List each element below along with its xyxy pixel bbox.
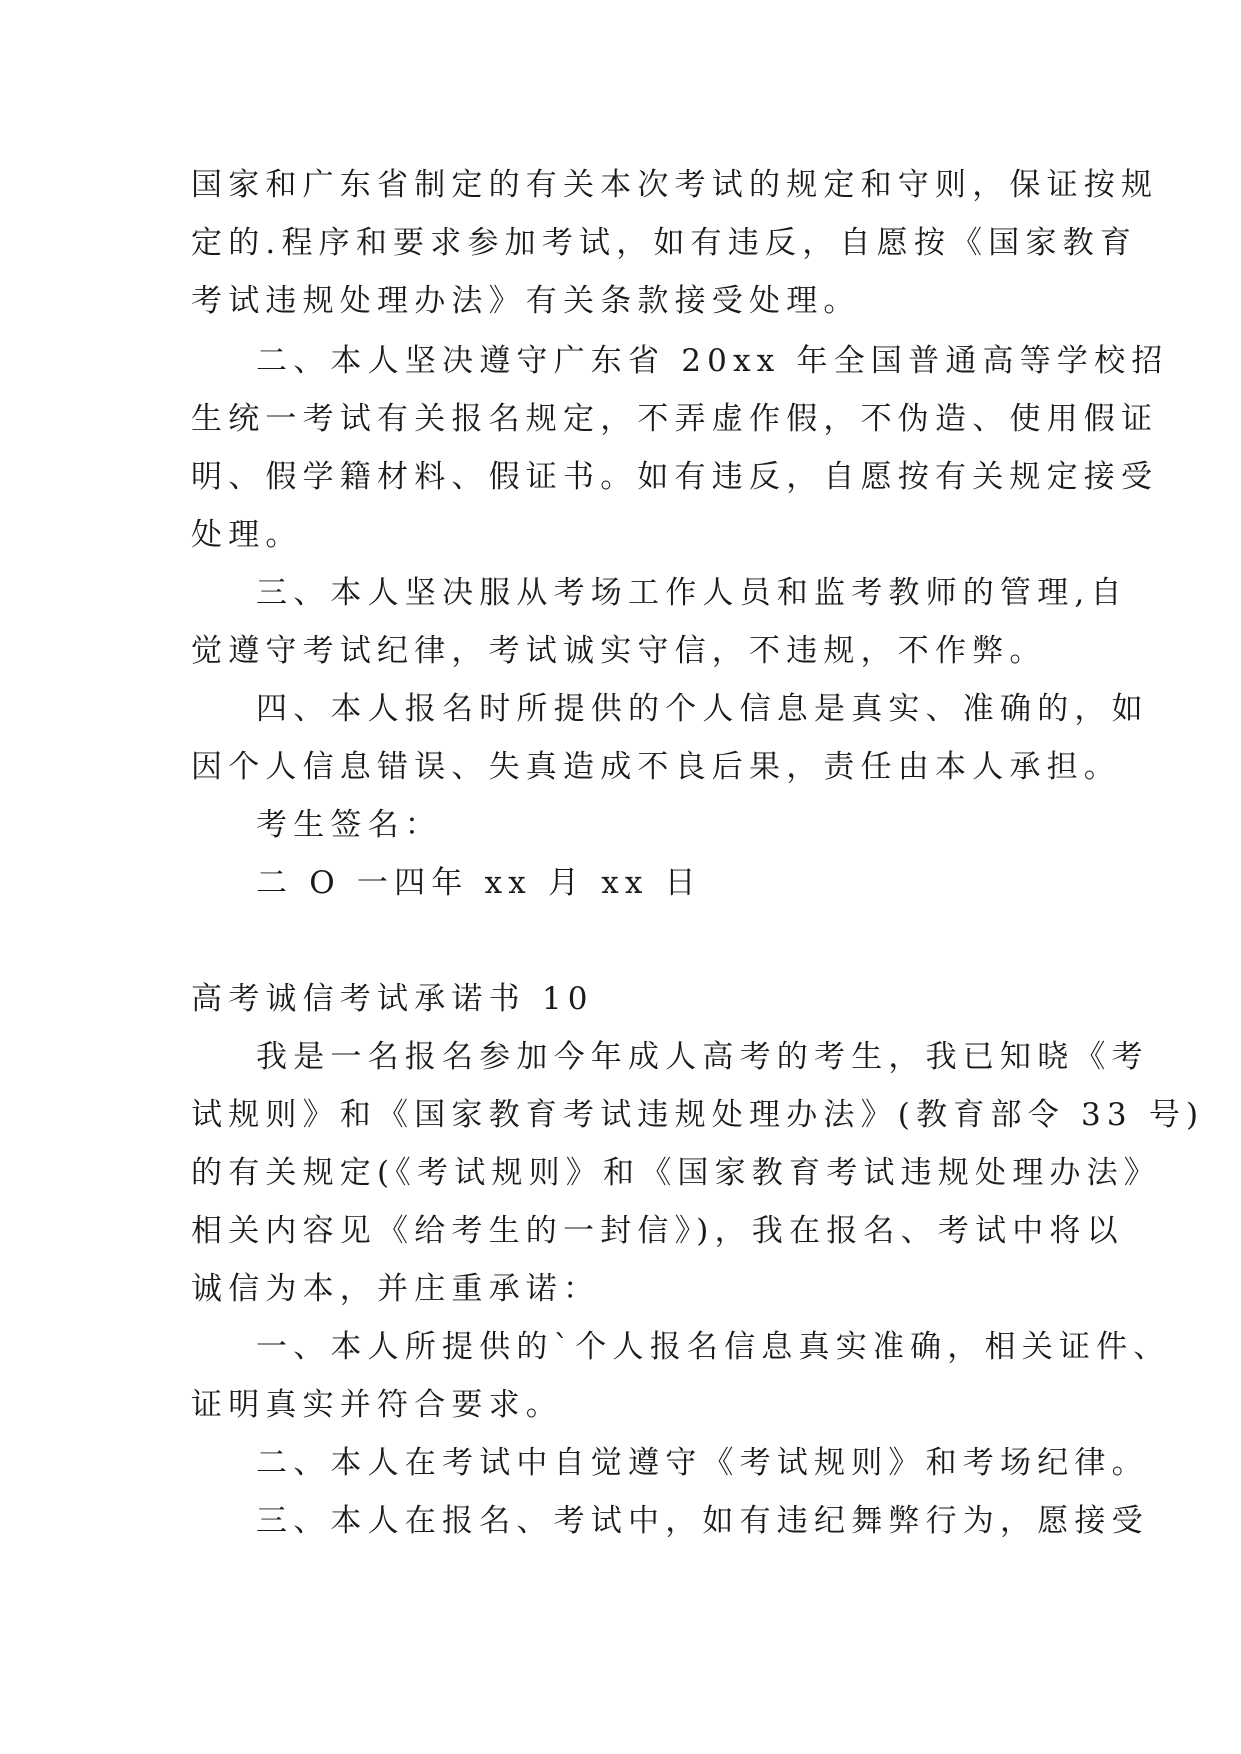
paragraph-line: 因个人信息错误、失真造成不良后果，责任由本人承担。: [191, 749, 1121, 785]
paragraph-line: 相关内容见《给考生的一封信》)，我在报名、考试中将以: [191, 1213, 1124, 1249]
paragraph-line: 三、本人在报名、考试中，如有违纪舞弊行为，愿接受: [256, 1503, 1149, 1539]
paragraph-line: 三、本人坚决服从考场工作人员和监考教师的管理,自: [256, 575, 1128, 611]
paragraph-line: 的有关规定(《考试规则》和《国家教育考试违规处理办法》: [191, 1155, 1161, 1191]
date-line: 二 O 一四年 xx 月 xx 日: [256, 865, 702, 901]
paragraph-line: 定的.程序和要求参加考试，如有违反，自愿按《国家教育: [191, 225, 1138, 261]
paragraph-line: 二、本人在考试中自觉遵守《考试规则》和考场纪律。: [256, 1445, 1149, 1481]
section-title: 高考诚信考试承诺书 10: [191, 981, 594, 1017]
paragraph-line: 证明真实并符合要求。: [191, 1387, 563, 1423]
paragraph-line: 诚信为本，并庄重承诺：: [191, 1271, 601, 1307]
signature-label: 考生签名：: [256, 807, 442, 843]
paragraph-line: 生统一考试有关报名规定，不弄虚作假，不伪造、使用假证: [191, 401, 1159, 437]
paragraph-line: 四、本人报名时所提供的个人信息是真实、准确的，如: [256, 691, 1149, 727]
paragraph-line: 处理。: [191, 517, 303, 553]
paragraph-line: 考试违规处理办法》有关条款接受处理。: [191, 283, 861, 319]
paragraph-line: 觉遵守考试纪律，考试诚实守信，不违规，不作弊。: [191, 633, 1047, 669]
paragraph-line: 试规则》和《国家教育考试违规处理办法》(教育部令 33 号): [191, 1097, 1205, 1133]
paragraph-line: 国家和广东省制定的有关本次考试的规定和守则，保证按规: [191, 167, 1159, 203]
paragraph-line: 明、假学籍材料、假证书。如有违反，自愿按有关规定接受: [191, 459, 1159, 495]
paragraph-line: 我是一名报名参加今年成人高考的考生，我已知晓《考: [256, 1039, 1149, 1075]
paragraph-line: 一、本人所提供的`个人报名信息真实准确，相关证件、: [256, 1329, 1171, 1365]
paragraph-line: 二、本人坚决遵守广东省 20xx 年全国普通高等学校招: [256, 343, 1169, 379]
